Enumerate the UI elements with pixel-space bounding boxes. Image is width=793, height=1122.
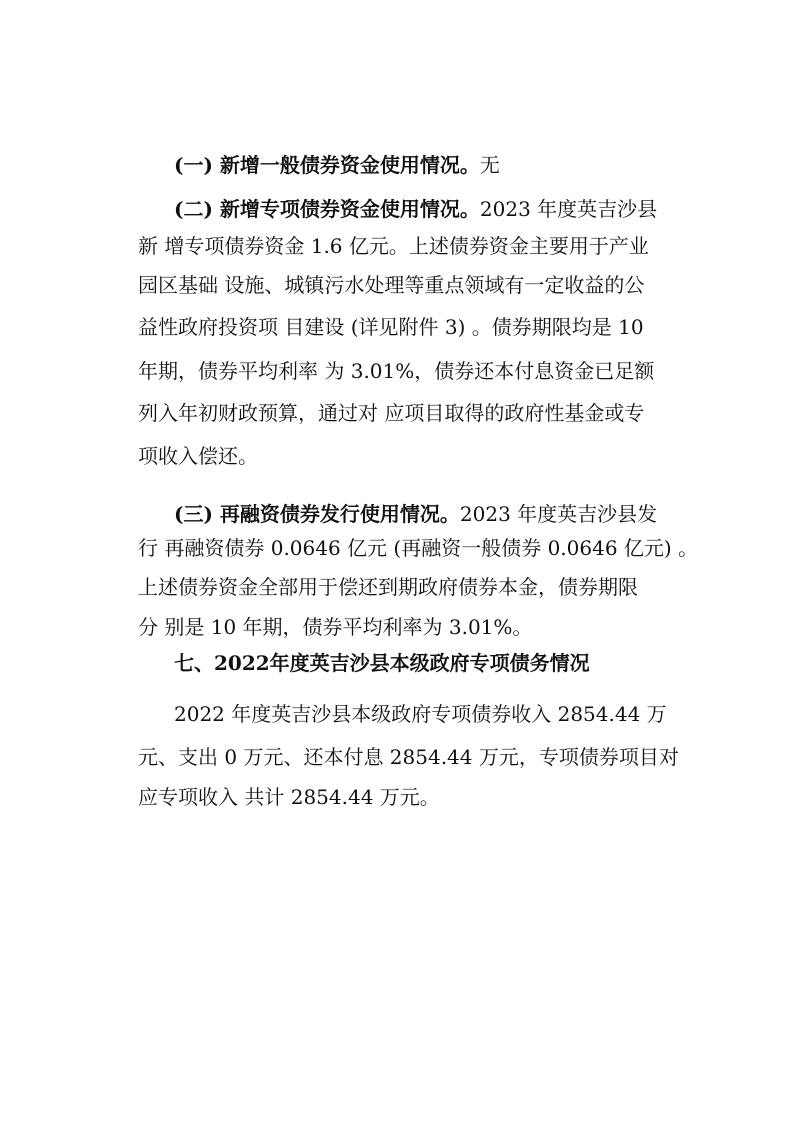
section-2-line-4: 益性政府投资项 目建设 (详见附件 3) 。债券期限均是 10 (138, 315, 644, 339)
section-1-line-1 (174, 150, 500, 180)
section-3-heading: (三) 再融资债券发行使用情况。 (174, 502, 460, 526)
section-1-heading: (一) 新增一般债券资金使用情况。 (174, 153, 480, 177)
section-3-line-1 (174, 499, 657, 529)
section-2-line-5: 年期，债券平均利率 为 3.01%，债券还本付息资金已足额 (138, 359, 655, 383)
section-2-line-3: 园区基础 设施、城镇污水处理等重点领域有一定收益的公 (138, 273, 645, 297)
section-7-line-1: 2022 年度英吉沙县本级政府专项债券收入 2854.44 万 (174, 702, 667, 726)
section-3-line-3: 上述债券资金全部用于偿还到期政府债券本金，债券期限 (138, 575, 638, 599)
section-3-line-4: 分 别是 10 年期，债券平均利率为 3.01%。 (138, 615, 533, 639)
section-3-text-1: 2023 年度英吉沙县发 (459, 502, 658, 526)
section-2-line-6: 列入年初财政预算，通过对 应项目取得的政府性基金或专 (138, 401, 645, 425)
section-2-line-7: 项收入偿还。 (138, 444, 258, 468)
section-2-line-1 (174, 194, 657, 224)
section-2-heading: (二) 新增专项债券资金使用情况。 (174, 197, 480, 221)
section-2-text-1: 2023 年度英吉沙县 (479, 197, 658, 221)
section-3-line-2: 行 再融资债券 0.0646 亿元 (再融资一般债券 0.0646 亿元) 。 (138, 536, 699, 560)
section-7-line-3: 应专项收入 共计 2854.44 万元。 (138, 785, 440, 809)
section-7-line-2: 元、支出 0 万元、还本付息 2854.44 万元，专项债券项目对 (138, 745, 679, 769)
section-7-heading: 七、2022年度英吉沙县本级政府专项债务情况 (174, 651, 590, 675)
section-1-text: 无 (479, 153, 500, 177)
section-2-line-2: 新 增专项债券资金 1.6 亿元。上述债券资金主要用于产业 (138, 234, 649, 258)
